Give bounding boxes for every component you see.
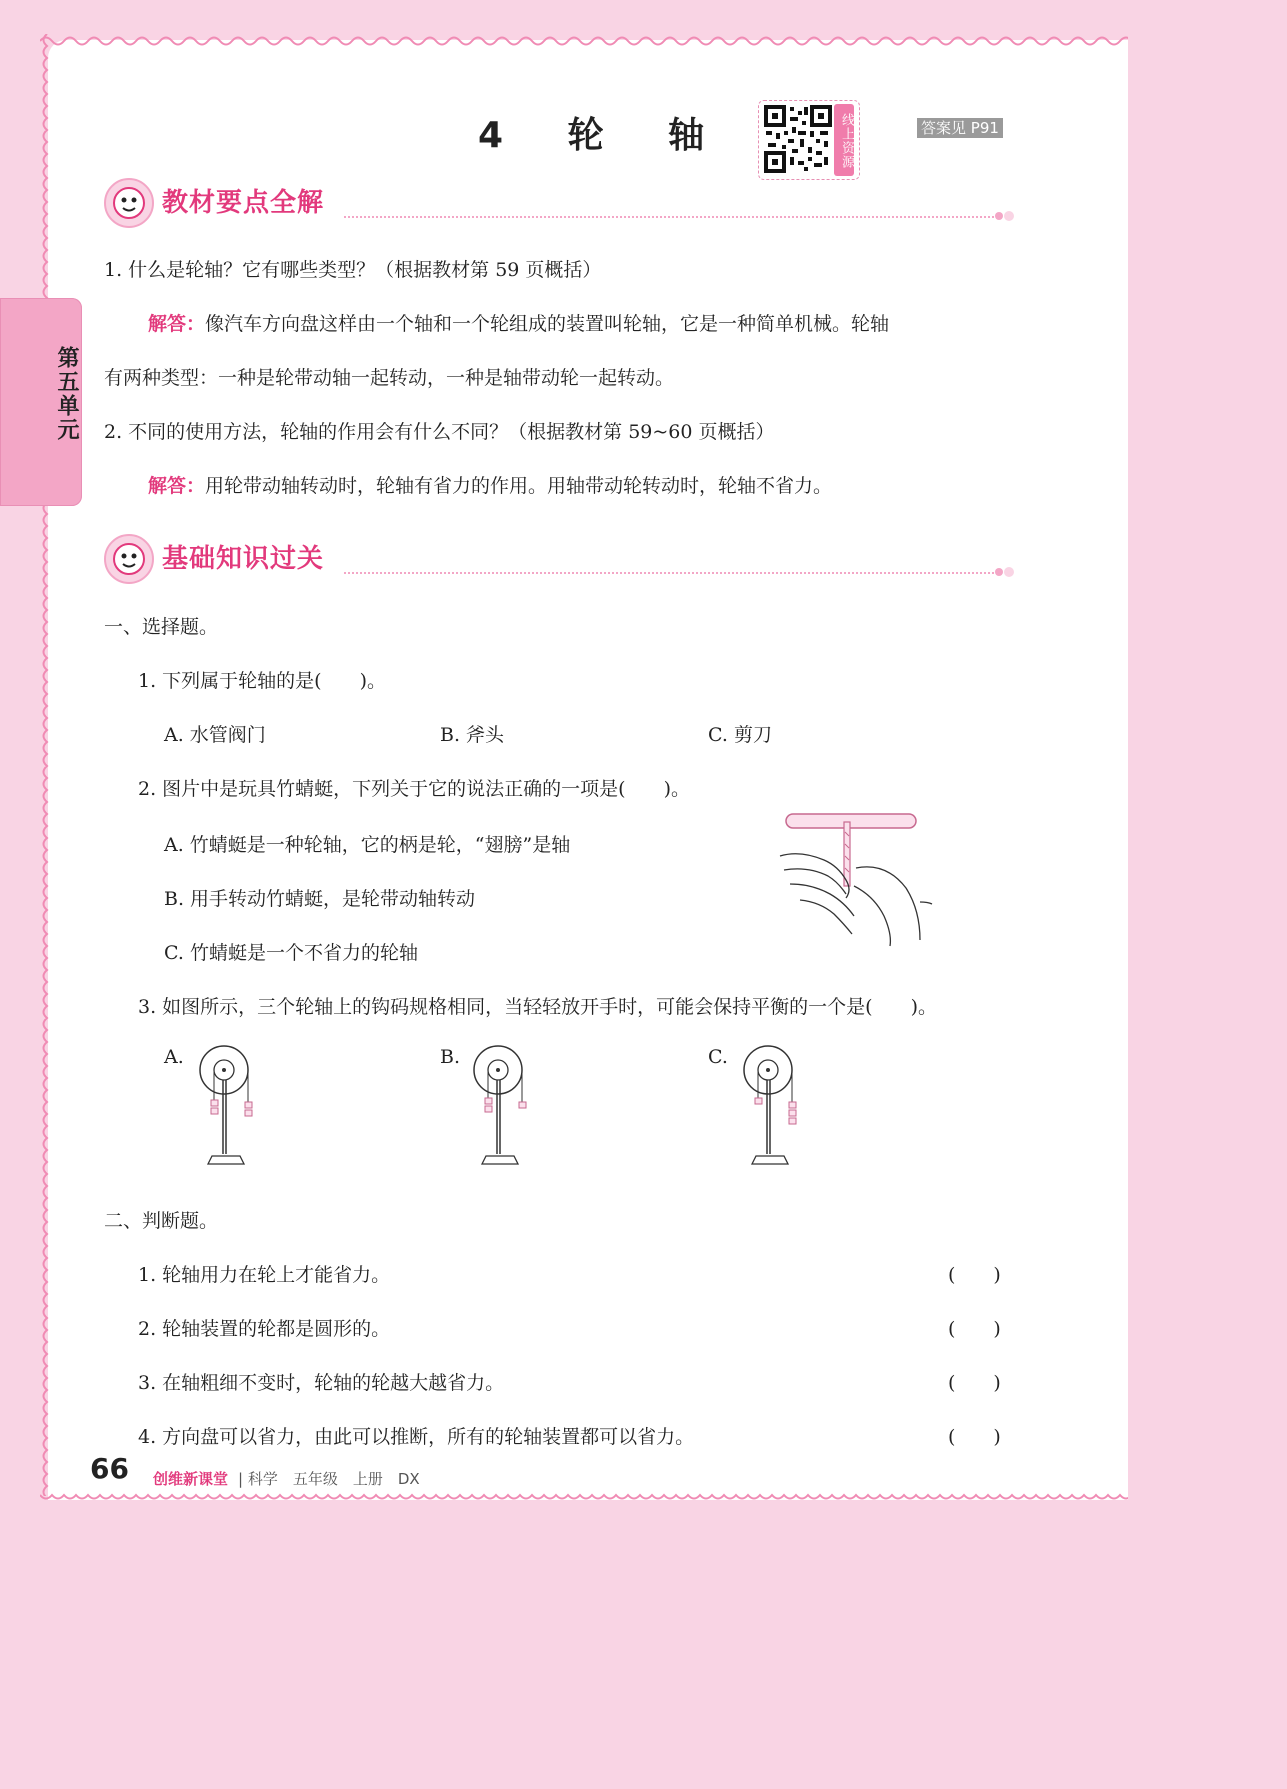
mc3-option-c-label[interactable]: C.: [708, 1046, 728, 1068]
online-resource-tag: 线上资源: [834, 104, 854, 176]
cartoon-mascot-icon: [104, 178, 154, 228]
qr-code-icon: [764, 105, 832, 173]
dots-icon: [994, 208, 1016, 222]
tf-answer-blank-2[interactable]: ( ): [948, 1318, 1001, 1340]
part-1-title: 一、选择题。: [104, 616, 219, 638]
answer-label: 解答：: [148, 475, 206, 497]
answer-label: 解答：: [148, 313, 206, 335]
mc2-option-b[interactable]: B. 用手转动竹蜻蜓，是轮带动轴转动: [164, 888, 476, 910]
question-2: 2. 不同的使用方法，轮轴的作用会有什么不同？（根据教材第 59~60 页概括）: [104, 421, 775, 443]
mc2-option-c[interactable]: C. 竹蜻蜓是一个不省力的轮轴: [164, 942, 418, 964]
tf-answer-blank-3[interactable]: ( ): [948, 1372, 1001, 1394]
page-title: 4 轮 轴: [478, 115, 731, 156]
tf-question-1: 1. 轮轴用力在轮上才能省力。: [138, 1264, 391, 1286]
answer-1-line-2: 有两种类型：一种是轮带动轴一起转动，一种是轴带动轮一起转动。: [104, 367, 675, 389]
wheel-axle-diagram-b[interactable]: [470, 1044, 550, 1168]
mc1-option-b[interactable]: B. 斧头: [440, 724, 505, 746]
answer-reference-badge: 答案见 P91: [917, 118, 1003, 138]
section-header-key-points: [104, 178, 1016, 226]
answer-2-text: 用轮带动轴转动时，轮轴有省力的作用。用轴带动轮转动时，轮轴不省力。: [205, 475, 833, 497]
mc-question-2: 2. 图片中是玩具竹蜻蜓，下列关于它的说法正确的一项是( )。: [138, 778, 690, 800]
mc-question-3: 3. 如图所示，三个轮轴上的钩码规格相同，当轻轻放开手时，可能会保持平衡的一个是( )。: [138, 996, 937, 1018]
wheel-axle-diagram-c[interactable]: [740, 1044, 820, 1168]
answer-1-line-1: [148, 309, 889, 336]
mc2-option-a[interactable]: A. 竹蜻蜓是一种轮轴，它的柄是轮，“翅膀”是轴: [164, 834, 571, 856]
part-2-title: 二、判断题。: [104, 1210, 219, 1232]
tf-question-2: 2. 轮轴装置的轮都是圆形的。: [138, 1318, 391, 1340]
cartoon-mascot-icon: [104, 534, 154, 584]
footer-book-info: | 科学 五年级 上册 DX: [238, 1470, 420, 1488]
tf-answer-blank-1[interactable]: ( ): [948, 1264, 1001, 1286]
answer-2-line: [148, 471, 832, 498]
unit-side-tab-label: 第五单元: [54, 346, 79, 442]
page-number: 66: [90, 1452, 129, 1485]
section-title: 基础知识过关: [162, 544, 325, 574]
wheel-axle-diagram-a[interactable]: [196, 1044, 276, 1168]
tf-answer-blank-4[interactable]: ( ): [948, 1426, 1001, 1448]
wavy-border-top: [40, 34, 1128, 48]
dotted-divider: [344, 216, 994, 218]
answer-1-text: 像汽车方向盘这样由一个轴和一个轮组成的装置叫轮轴，它是一种简单机械。轮轴: [205, 313, 890, 335]
question-1: 1. 什么是轮轴？它有哪些类型？（根据教材第 59 页概括）: [104, 259, 602, 281]
section-header-basic-knowledge: [104, 534, 1016, 582]
mc3-option-a-label[interactable]: A.: [164, 1046, 184, 1068]
wavy-border-left: [40, 34, 54, 1496]
wavy-border-bottom: [40, 1488, 1128, 1502]
mc3-option-b-label[interactable]: B.: [440, 1046, 461, 1068]
dots-icon: [994, 564, 1016, 578]
mc1-option-c[interactable]: C. 剪刀: [708, 724, 772, 746]
tf-question-3: 3. 在轴粗细不变时，轮轴的轮越大越省力。: [138, 1372, 505, 1394]
mc1-option-a[interactable]: A. 水管阀门: [164, 724, 266, 746]
mc-question-1: 1. 下列属于轮轴的是( )。: [138, 670, 386, 692]
dotted-divider: [344, 572, 994, 574]
section-title: 教材要点全解: [162, 188, 325, 218]
tf-question-4: 4. 方向盘可以省力，由此可以推断，所有的轮轴装置都可以省力。: [138, 1426, 695, 1448]
bamboo-dragonfly-illustration: [776, 808, 936, 948]
footer-brand: 创维新课堂: [153, 1470, 229, 1488]
